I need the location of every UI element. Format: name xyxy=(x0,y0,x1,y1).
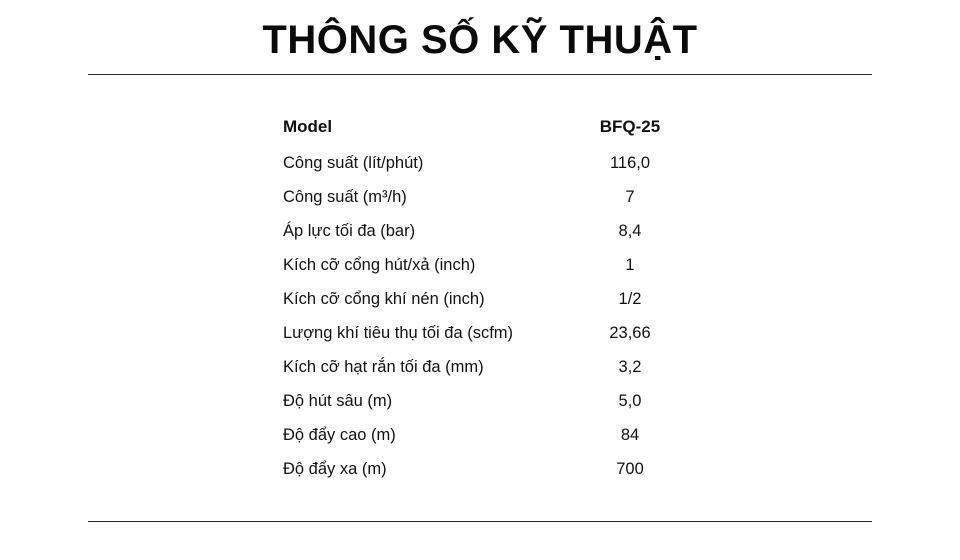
row-label: Kích cỡ cổng hút/xả (inch) xyxy=(283,255,476,274)
table-row xyxy=(275,452,695,486)
row-value: 1/2 xyxy=(618,289,642,308)
table-header-value: BFQ-25 xyxy=(599,117,661,136)
row-label: Độ đẩy cao (m) xyxy=(283,425,396,444)
specifications-table xyxy=(275,108,695,486)
table-row xyxy=(275,146,695,180)
row-value: 700 xyxy=(616,459,644,478)
row-value: 7 xyxy=(625,187,635,206)
row-value: 116,0 xyxy=(609,153,651,172)
row-label: Kích cỡ cổng khí nén (inch) xyxy=(283,289,485,308)
row-label: Độ đẩy xa (m) xyxy=(283,459,387,478)
divider-bottom xyxy=(88,521,872,522)
table-body xyxy=(275,108,695,486)
table-row xyxy=(275,282,695,316)
row-label: Độ hút sâu (m) xyxy=(283,391,393,410)
row-value: 1 xyxy=(625,255,635,274)
divider-top xyxy=(88,74,872,75)
table-row xyxy=(275,384,695,418)
row-label: Kích cỡ hạt rắn tối đa (mm) xyxy=(283,357,484,376)
table-row xyxy=(275,350,695,384)
table-row xyxy=(275,316,695,350)
row-value: 23,66 xyxy=(609,323,651,342)
row-label: Công suất (lít/phút) xyxy=(283,153,424,172)
row-value: 3,2 xyxy=(618,357,642,376)
row-value: 8,4 xyxy=(618,221,642,240)
table-row xyxy=(275,180,695,214)
row-label: Áp lực tối đa (bar) xyxy=(283,221,416,240)
table-header-row xyxy=(275,108,695,146)
table-row xyxy=(275,418,695,452)
table-header-label: Model xyxy=(283,117,333,136)
row-label: Công suất (m³/h) xyxy=(283,187,407,206)
row-value: 84 xyxy=(620,425,640,444)
row-label: Lượng khí tiêu thụ tối đa (scfm) xyxy=(283,323,514,342)
table-row xyxy=(275,248,695,282)
row-value: 5,0 xyxy=(618,391,642,410)
table-row xyxy=(275,214,695,248)
page-title: THÔNG SỐ KỸ THUẬT xyxy=(262,18,698,62)
